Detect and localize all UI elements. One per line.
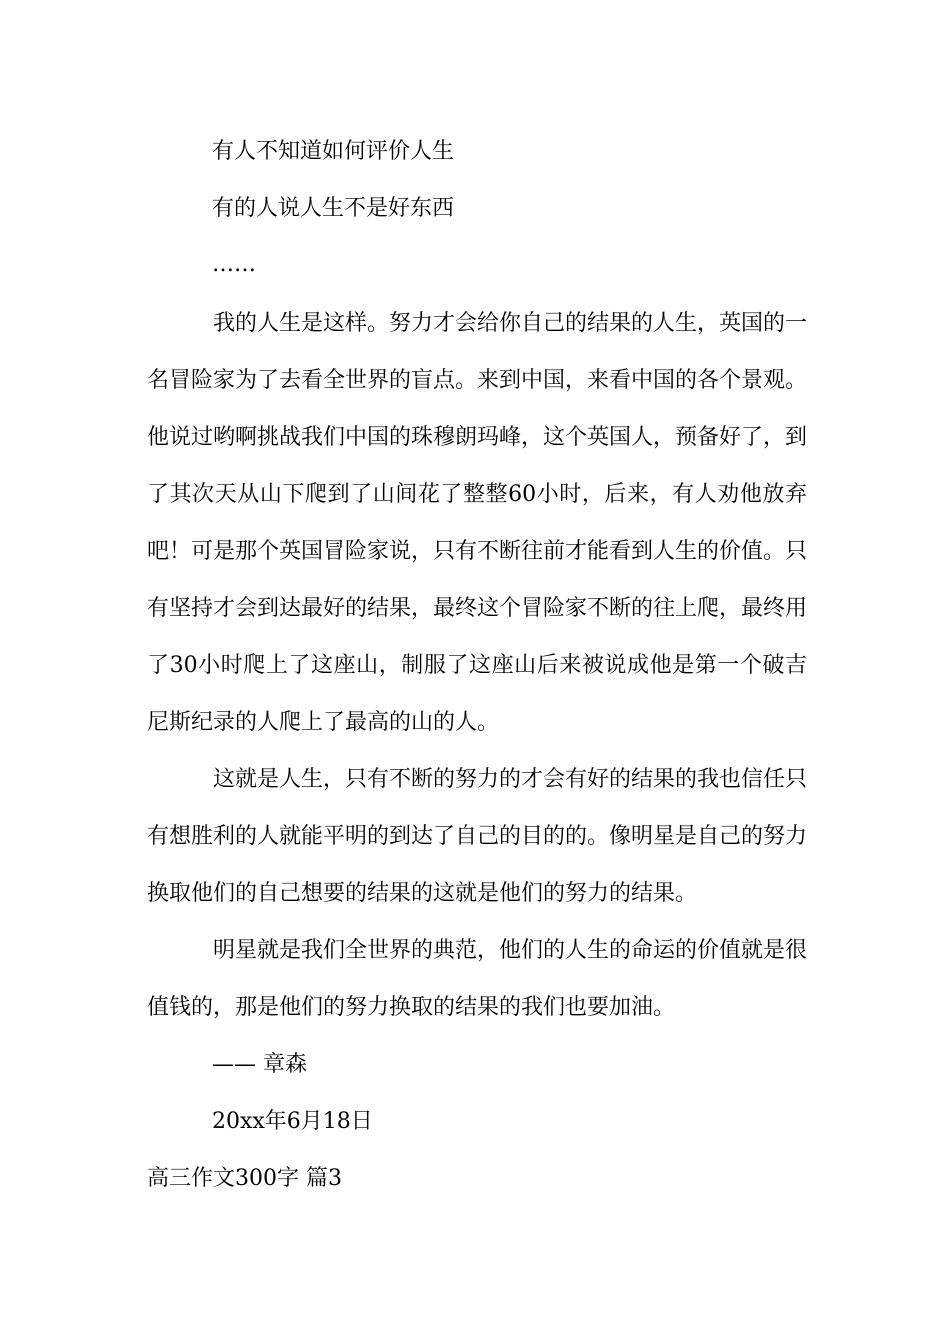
date: 20xx年6月18日 bbox=[212, 1109, 373, 1134]
paragraph-3: 明星就是我们全世界的典范，他们的人生的命运的价值就是很值钱的，那是他们的努力换取的结果的我们也要加油。 bbox=[147, 938, 808, 1020]
next-section-heading: 高三作文300字 篇3 bbox=[147, 1166, 342, 1191]
signature: —— 章森 bbox=[212, 1052, 307, 1077]
poem-line-2: 有的人说人生不是好东西 bbox=[212, 196, 455, 221]
poem-line-1: 有人不知道如何评价人生 bbox=[212, 139, 455, 164]
ellipsis-line: …… bbox=[212, 252, 256, 277]
paragraph-1: 我的人生是这样。努力才会给你自己的结果的人生，英国的一名冒险家为了去看全世界的盲点。来到中国，来看中国的各个景观。他说过哟啊挑战我们中国的珠穆朗玛峰，这个英国人，预备好了，到了其次天从山下爬到了山间花了整整60小时，后来，有人劝他放弃吧！可是那个英国冒险家说，只有不断往前才能看到人生的价值。只有坚持才会到达最好的结果，最终这个冒险家不断的往上爬，最终用了30小时爬上了这座山，制服了这座山后来被说成他是第一个破吉尼斯纪录的人爬上了最高的山的人。 bbox=[147, 311, 808, 735]
paragraph-2: 这就是人生，只有不断的努力的才会有好的结果的我也信任只有想胜利的人就能平明的到达了自己的目的的。像明星是自己的努力换取他们的自己想要的结果的这就是他们的努力的结果。 bbox=[147, 767, 808, 906]
